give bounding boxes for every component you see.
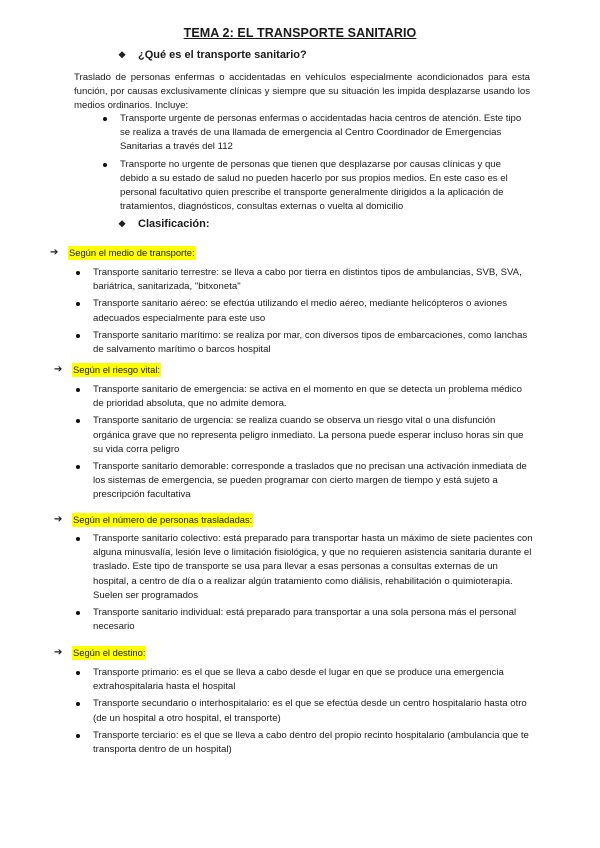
bullet-icon [76, 537, 80, 541]
list-item: Transporte sanitario colectivo: está preparado para transportar hasta un máximo de siete pacientes con alguna minusvalía, lesión leve o limitación fisiológica, y que no requieren asistencia sanitaria durante el traslado. Este tipo de transporte se usa para llevar a esas personas a consultas externas de un hospital, a centro de día o a realizar algún tratamiento como diálisis, rehabilitación o quimioterapia. Suelen ser programados [93, 532, 533, 603]
list-item: Transporte sanitario marítimo: se realiza por mar, con diversos tipos de embarcaciones, como lanchas de salvamento marítimo o barcos hospital [93, 329, 533, 357]
bullet-icon [76, 271, 80, 275]
bullet-icon [76, 302, 80, 306]
diamond-bullet-icon: ❖ [118, 219, 127, 229]
section-list-medio [93, 266, 533, 360]
list-item: Transporte sanitario de emergencia: se activa en el momento en que se detecta un problema médico de prioridad absoluta, que no admite demora. [93, 383, 533, 411]
bullet-icon [76, 465, 80, 469]
bullet-icon [76, 388, 80, 392]
bullet-icon [76, 419, 80, 423]
diamond-bullet-icon: ❖ [118, 50, 127, 60]
arrow-right-icon: ➔ [54, 363, 63, 375]
section-list-riesgo [93, 383, 533, 506]
section-heading-numero: ➔ Según el número de personas trasladadas: [54, 513, 253, 527]
section-list-numero [93, 532, 533, 637]
bullet-icon [103, 117, 107, 121]
arrow-right-icon: ➔ [50, 246, 59, 258]
list-item: Transporte secundario o interhospitalario: es el que se efectúa desde un centro hospitalario hasta otro (de un hospital a otro hospital, el transporte) [93, 697, 533, 725]
subheading-clasificacion [118, 217, 210, 231]
intro-paragraph: Traslado de personas enfermas o accidentadas en vehículos especialmente acondicionados para esta función, por causas exclusivamente clínicas y siempre que su situación les impida desplazarse usando los medios ordinarios. Incluye: [74, 72, 530, 112]
list-item: Transporte primario: es el que se lleva a cabo desde el lugar en que se produce una emergencia extrahospitalaria hasta el hospital [93, 666, 533, 694]
bullet-icon [103, 163, 107, 167]
list-item: Transporte urgente de personas enfermas o accidentadas hacia centros de atención. Este tipo se realiza a través de una llamada de emergencia al Centro Coordinador de Emergencias Sanitarias a través del 112 [120, 112, 530, 155]
intro-list [120, 112, 530, 217]
page-title: TEMA 2: EL TRANSPORTE SANITARIO [183, 26, 417, 40]
bullet-icon [76, 671, 80, 675]
bullet-icon [76, 702, 80, 706]
arrow-right-icon: ➔ [54, 513, 63, 525]
arrow-right-icon: ➔ [54, 646, 63, 658]
section-heading-riesgo: ➔ Según el riesgo vital: [54, 363, 161, 377]
bullet-icon [76, 334, 80, 338]
list-item: Transporte sanitario demorable: corresponde a traslados que no precisan una activación inmediata de los sistemas de emergencia, se pueden programar con cierto margen de tiempo y está sujeto a prescripción facultativa [93, 460, 533, 503]
list-item: Transporte sanitario individual: está preparado para transportar a una sola persona más el personal necesario [93, 606, 533, 634]
section-list-destino [93, 666, 533, 760]
subheading-text: Clasificación: [138, 218, 210, 230]
list-item: Transporte sanitario terrestre: se lleva a cabo por tierra en distintos tipos de ambulancias, SVB, SVA, bariátrica, sanitarizada, "bitxoneta" [93, 266, 533, 294]
bullet-icon [76, 734, 80, 738]
subheading-text: ¿Qué es el transporte sanitario? [138, 49, 307, 61]
section-heading-destino: ➔ Según el destino: [54, 646, 146, 660]
list-item: Transporte no urgente de personas que tienen que desplazarse por causas clínicas y que debido a su estado de salud no pueden hacerlo por sus propios medios. En este caso es el personal facultativo quien prescribe el transporte generalmente dirigidos a la aplicación de tratamientos, diagnósticos, consultas externas o vuelta al domicilio [120, 158, 530, 215]
bullet-icon [76, 611, 80, 615]
section-heading-medio: ➔ Según el medio de transporte: [50, 246, 196, 260]
list-item: Transporte sanitario de urgencia: se realiza cuando se observa un riesgo vital o una disfunción orgánica grave que no representa peligro inmediato. La persona puede esperar incluso horas sin que su vida corra peligro [93, 414, 533, 457]
subheading-que-es [118, 48, 307, 62]
list-item: Transporte terciario: es el que se lleva a cabo dentro del propio recinto hospitalario (ambulancia que te transporta dentro de un hospital) [93, 729, 533, 757]
list-item: Transporte sanitario aéreo: se efectúa utilizando el medio aéreo, mediante helicópteros o aviones adecuados especialmente para este uso [93, 297, 533, 325]
